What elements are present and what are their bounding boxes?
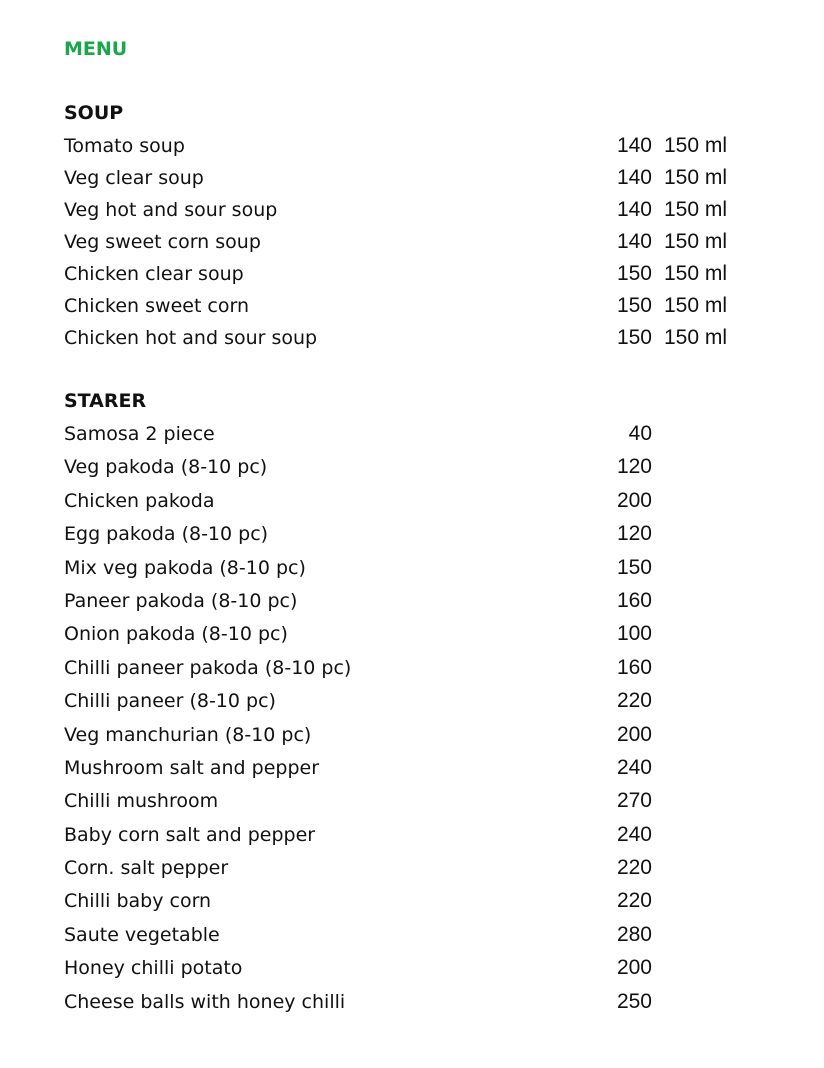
list-item xyxy=(0,133,824,165)
item-price: 160 xyxy=(616,588,652,612)
starter-heading: STARER xyxy=(64,390,147,412)
list-item xyxy=(0,197,824,229)
item-price: 120 xyxy=(616,455,652,479)
item-price: 150 xyxy=(616,262,652,285)
item-price: 150 xyxy=(616,555,652,579)
item-name: Cheese balls with honey chilli xyxy=(64,990,346,1013)
list-item xyxy=(0,922,824,955)
list-item xyxy=(0,555,824,588)
item-name: Chilli baby corn xyxy=(64,890,212,913)
item-price: 140 xyxy=(616,198,652,221)
item-name: Chicken hot and sour soup xyxy=(64,327,318,349)
item-name: Mushroom salt and pepper xyxy=(64,756,320,779)
item-quantity: 150 ml xyxy=(664,262,728,285)
item-name: Chilli paneer (8-10 pc) xyxy=(64,690,276,713)
item-price: 250 xyxy=(616,989,652,1013)
list-item xyxy=(0,588,824,621)
item-name: Veg clear soup xyxy=(64,167,204,189)
list-item xyxy=(0,655,824,688)
item-price: 120 xyxy=(616,522,652,546)
item-quantity: 150 ml xyxy=(664,134,728,157)
list-item xyxy=(0,325,824,357)
list-item xyxy=(0,421,824,454)
item-price: 160 xyxy=(616,655,652,679)
item-price: 200 xyxy=(616,956,652,980)
item-name: Veg pakoda (8-10 pc) xyxy=(64,456,268,479)
list-item xyxy=(0,788,824,821)
list-item xyxy=(0,688,824,721)
item-name: Veg hot and sour soup xyxy=(64,199,278,221)
item-price: 220 xyxy=(616,856,652,880)
item-price: 220 xyxy=(616,889,652,913)
list-item xyxy=(0,888,824,921)
item-name: Chilli mushroom xyxy=(64,790,219,813)
item-quantity: 150 ml xyxy=(664,166,728,189)
list-item xyxy=(0,293,824,325)
item-price: 140 xyxy=(616,166,652,189)
item-quantity: 150 ml xyxy=(664,198,728,221)
item-price: 140 xyxy=(616,230,652,253)
item-price: 270 xyxy=(616,789,652,813)
item-price: 240 xyxy=(616,822,652,846)
item-price: 240 xyxy=(616,755,652,779)
item-price: 280 xyxy=(616,922,652,946)
item-name: Chilli paneer pakoda (8-10 pc) xyxy=(64,656,352,679)
starter-list xyxy=(0,421,824,1022)
list-item xyxy=(0,229,824,261)
list-item xyxy=(0,261,824,293)
list-item xyxy=(0,521,824,554)
soup-list xyxy=(0,133,824,357)
list-item xyxy=(0,755,824,788)
item-price: 150 xyxy=(616,326,652,349)
item-name: Baby corn salt and pepper xyxy=(64,823,316,846)
list-item xyxy=(0,822,824,855)
list-item xyxy=(0,454,824,487)
item-price: 200 xyxy=(616,488,652,512)
item-name: Saute vegetable xyxy=(64,923,220,946)
item-name: Samosa 2 piece xyxy=(64,423,215,445)
menu-title: MENU xyxy=(64,38,128,60)
item-name: Onion pakoda (8-10 pc) xyxy=(64,623,288,646)
item-quantity: 150 ml xyxy=(664,294,728,317)
item-name: Tomato soup xyxy=(64,135,185,157)
item-price: 100 xyxy=(616,622,652,646)
item-name: Honey chilli potato xyxy=(64,957,243,980)
soup-heading: SOUP xyxy=(64,102,124,124)
list-item xyxy=(0,621,824,654)
item-price: 150 xyxy=(616,294,652,317)
item-name: Egg pakoda (8-10 pc) xyxy=(64,523,269,546)
list-item xyxy=(0,989,824,1022)
list-item xyxy=(0,955,824,988)
item-name: Paneer pakoda (8-10 pc) xyxy=(64,589,298,612)
item-name: Veg manchurian (8-10 pc) xyxy=(64,723,312,746)
item-quantity: 150 ml xyxy=(664,230,728,253)
list-item xyxy=(0,855,824,888)
item-name: Chicken sweet corn xyxy=(64,295,250,317)
item-price: 140 xyxy=(616,134,652,157)
item-price: 200 xyxy=(616,722,652,746)
item-quantity: 150 ml xyxy=(664,326,728,349)
list-item xyxy=(0,165,824,197)
item-price: 220 xyxy=(616,689,652,713)
item-name: Veg sweet corn soup xyxy=(64,231,261,253)
item-name: Mix veg pakoda (8-10 pc) xyxy=(64,556,306,579)
item-price: 40 xyxy=(628,422,652,445)
item-name: Chicken clear soup xyxy=(64,263,244,285)
list-item xyxy=(0,488,824,521)
list-item xyxy=(0,722,824,755)
item-name: Chicken pakoda xyxy=(64,489,215,512)
item-name: Corn. salt pepper xyxy=(64,857,229,880)
